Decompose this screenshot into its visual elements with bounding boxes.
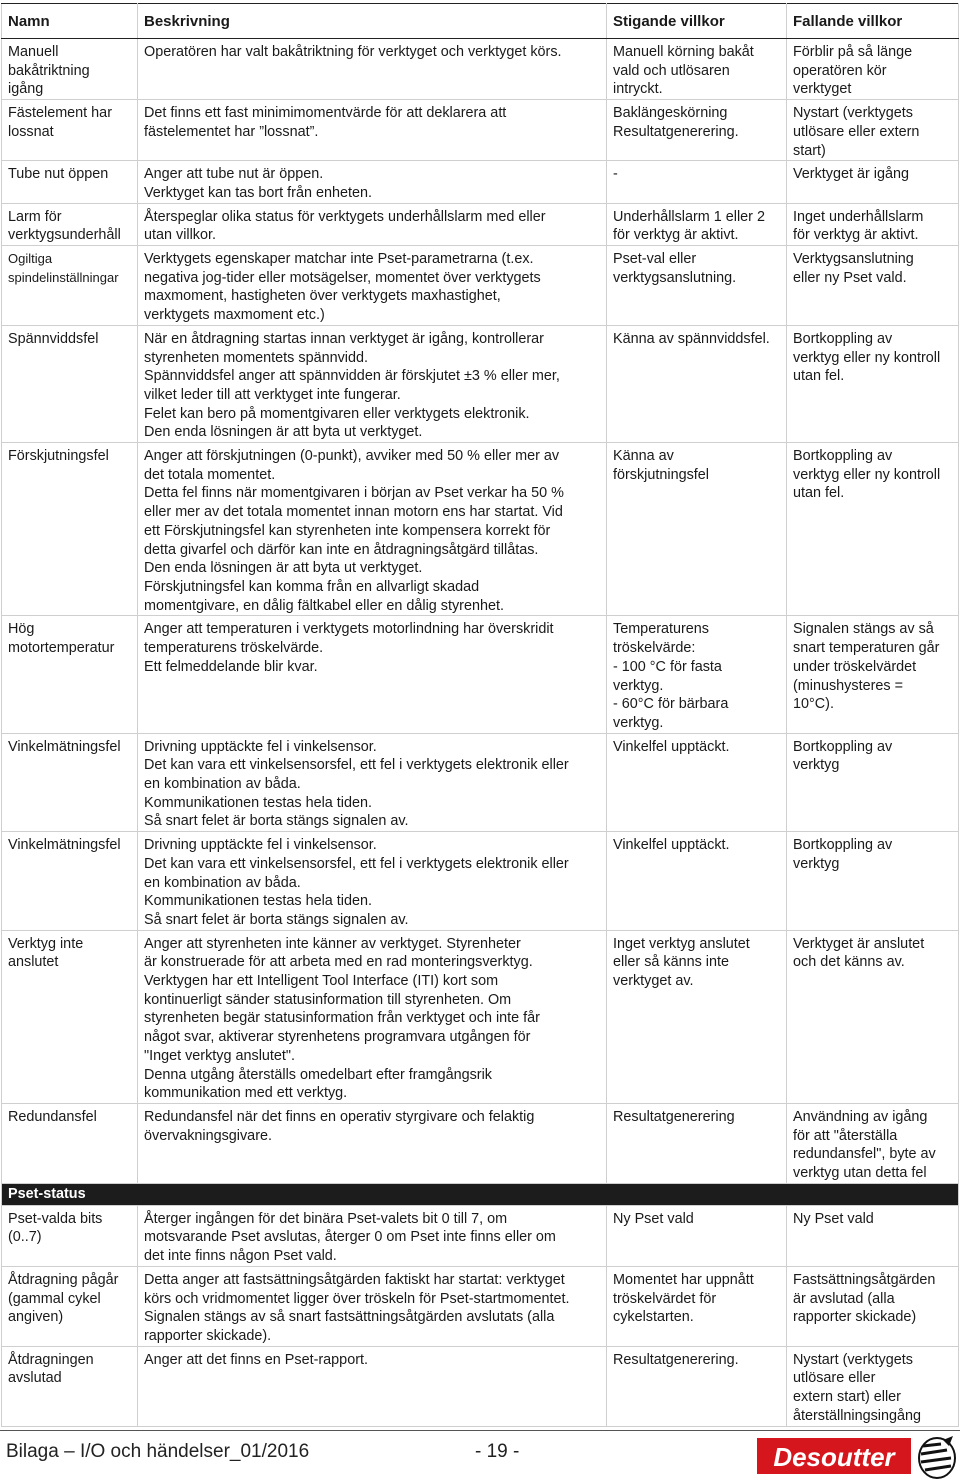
row-rising-condition: Inget verktyg anslutet eller så känns inte verktyget av. bbox=[607, 930, 787, 1103]
row-falling-condition: Bortkoppling av verktyg bbox=[787, 733, 959, 832]
row-name: Larm för verktygsunderhåll bbox=[2, 203, 138, 245]
row-rising-condition: Baklängeskörning Resultatgenerering. bbox=[607, 100, 787, 161]
row-falling-condition: Bortkoppling av verktyg eller ny kontroll utan fel. bbox=[787, 325, 959, 442]
row-falling-condition: Verktygsanslutning eller ny Pset vald. bbox=[787, 246, 959, 326]
table-row bbox=[2, 1103, 959, 1183]
row-description: Anger att förskjutningen (0-punkt), avviker med 50 % eller mer av det totala momentet. Detta fel finns när momentgivaren i början av Pset verkar ha 50 % eller mer av det totala momentet innan motorn ens har startat. Vid ett Förskjutningsfel kan styrenheten inte kompensera korrekt för detta givarfel och därför kan inte en åtdragningsåtgärd tillåtas. Den enda lösningen är att byta ut verktyget. Förskjutningsfel kan komma från en allvarligt skadad momentgivare, en dålig fältkabel eller en dålig styrenhet. bbox=[138, 443, 607, 616]
row-rising-condition: Manuell körning bakåt vald och utlösaren intryckt. bbox=[607, 39, 787, 100]
table-row bbox=[2, 1266, 959, 1346]
row-name: Manuell bakåtriktning igång bbox=[2, 39, 138, 100]
row-rising-condition: Ny Pset vald bbox=[607, 1205, 787, 1266]
row-rising-condition: Vinkelfel upptäckt. bbox=[607, 733, 787, 832]
row-falling-condition: Verktyget är anslutet och det känns av. bbox=[787, 930, 959, 1103]
row-name: Förskjutningsfel bbox=[2, 443, 138, 616]
footer-divider bbox=[0, 1430, 960, 1431]
row-falling-condition: Användning av igång för att "återställa redundansfel", byte av verktyg utan detta fel bbox=[787, 1103, 959, 1183]
row-rising-condition: Resultatgenerering bbox=[607, 1103, 787, 1183]
row-name: Åtdragningen avslutad bbox=[2, 1346, 138, 1426]
row-rising-condition: Momentet har uppnått tröskelvärdet för cykelstarten. bbox=[607, 1266, 787, 1346]
table-row bbox=[2, 443, 959, 616]
row-falling-condition: Bortkoppling av verktyg eller ny kontroll utan fel. bbox=[787, 443, 959, 616]
row-rising-condition: Resultatgenerering. bbox=[607, 1346, 787, 1426]
desoutter-logo bbox=[757, 1432, 959, 1480]
column-header-falling-condition: Fallande villkor bbox=[787, 4, 959, 39]
table-row bbox=[2, 246, 959, 326]
table-row bbox=[2, 203, 959, 245]
table-header-row bbox=[2, 4, 959, 39]
row-name: Vinkelmätningsfel bbox=[2, 733, 138, 832]
table-row bbox=[2, 616, 959, 733]
row-rising-condition: Pset-val eller verktygsanslutning. bbox=[607, 246, 787, 326]
row-name: Spännviddsfel bbox=[2, 325, 138, 442]
row-description: Återger ingången för det binära Pset-valets bit 0 till 7, om motsvarande Pset avslutas, återger 0 om Pset inte finns eller om det inte finns någon Pset vald. bbox=[138, 1205, 607, 1266]
row-rising-condition: Känna av förskjutningsfel bbox=[607, 443, 787, 616]
row-description: Anger att styrenheten inte känner av verktyget. Styrenheter är konstruerade för att arbeta med en rad monteringsverktyg. Verktygen har ett Intelligent Tool Interface (ITI) kort som kontinuerligt sänder statusinformation till styrenheten. Om styrenheten begär statusinformation från verktyget och inte får något svar, aktiverar styrenhetens programvara utgången för "Inget verktyg anslutet". Denna utgång återställs omedelbart efter framgångsrik kommunikation med ett verktyg. bbox=[138, 930, 607, 1103]
table-row bbox=[2, 930, 959, 1103]
row-description: Anger att det finns en Pset-rapport. bbox=[138, 1346, 607, 1426]
row-falling-condition: Nystart (verktygets utlösare eller extern start) eller återställningsingång bbox=[787, 1346, 959, 1426]
row-falling-condition: Bortkoppling av verktyg bbox=[787, 832, 959, 931]
table-row bbox=[2, 1346, 959, 1426]
column-header-rising-condition: Stigande villkor bbox=[607, 4, 787, 39]
row-rising-condition: - bbox=[607, 161, 787, 203]
section-title: Pset-status bbox=[2, 1183, 959, 1205]
row-rising-condition: Underhållslarm 1 eller 2 för verktyg är aktivt. bbox=[607, 203, 787, 245]
page-number: - 19 - bbox=[475, 1441, 520, 1462]
row-rising-condition: Vinkelfel upptäckt. bbox=[607, 832, 787, 931]
table-row bbox=[2, 832, 959, 931]
row-description: Anger att tube nut är öppen. Verktyget kan tas bort från enheten. bbox=[138, 161, 607, 203]
row-name: Vinkelmätningsfel bbox=[2, 832, 138, 931]
row-description: Verktygets egenskaper matchar inte Pset-parametrarna (t.ex. negativa jog-tider eller motsägelser, momentet över verktygets maxmoment, hastigheten över verktygets maxhastighet, verktygets maxmoment etc.) bbox=[138, 246, 607, 326]
column-header-name: Namn bbox=[2, 4, 138, 39]
section-header-row bbox=[2, 1183, 959, 1205]
row-name: Hög motortemperatur bbox=[2, 616, 138, 733]
row-description: Anger att temperaturen i verktygets motorlindning har överskridit temperaturens tröskelvärde. Ett felmeddelande blir kvar. bbox=[138, 616, 607, 733]
row-falling-condition: Inget underhållslarm för verktyg är aktivt. bbox=[787, 203, 959, 245]
row-description: Operatören har valt bakåtriktning för verktyget och verktyget körs. bbox=[138, 39, 607, 100]
table-row bbox=[2, 39, 959, 100]
row-rising-condition: Känna av spännviddsfel. bbox=[607, 325, 787, 442]
row-description: Det finns ett fast minimimomentvärde för att deklarera att fästelementet har ”lossnat”. bbox=[138, 100, 607, 161]
row-description: När en åtdragning startas innan verktyget är igång, kontrollerar styrenheten momentets spännvidd. Spännviddsfel anger att spännvidden är förskjutet ±3 % eller mer, vilket leder till att verktyget inte fungerar. Felet kan bero på momentgivaren eller verktygets elektronik. Den enda lösningen är att byta ut verktyget. bbox=[138, 325, 607, 442]
row-name: Åtdragning pågår (gammal cykel angiven) bbox=[2, 1266, 138, 1346]
column-header-description: Beskrivning bbox=[138, 4, 607, 39]
row-description: Detta anger att fastsättningsåtgärden faktiskt har startat: verktyget körs och vridmomentet ligger över tröskeln för Pset-startmomentet. Signalen stängs av så snart fastsättningsåtgärden avslutats (alla rapporter skickade). bbox=[138, 1266, 607, 1346]
table-row bbox=[2, 161, 959, 203]
brand-wordmark: Desoutter bbox=[773, 1442, 895, 1472]
row-falling-condition: Fastsättningsåtgärden är avslutad (alla rapporter skickade) bbox=[787, 1266, 959, 1346]
table-row bbox=[2, 1205, 959, 1266]
row-falling-condition: Ny Pset vald bbox=[787, 1205, 959, 1266]
row-name: Verktyg inte anslutet bbox=[2, 930, 138, 1103]
row-falling-condition: Nystart (verktygets utlösare eller extern start) bbox=[787, 100, 959, 161]
row-description: Redundansfel när det finns en operativ styrgivare och felaktig övervakningsgivare. bbox=[138, 1103, 607, 1183]
row-name: Pset-valda bits (0..7) bbox=[2, 1205, 138, 1266]
footer-document-title: Bilaga – I/O och händelser_01/2016 bbox=[6, 1441, 310, 1462]
table-row bbox=[2, 100, 959, 161]
row-falling-condition: Signalen stängs av så snart temperaturen går under tröskelvärdet (minushysteres = 10°C). bbox=[787, 616, 959, 733]
row-name: Redundansfel bbox=[2, 1103, 138, 1183]
row-description: Drivning upptäckte fel i vinkelsensor. Det kan vara ett vinkelsensorsfel, ett fel i verktygets elektronik eller en kombination av båda. Kommunikationen testas hela tiden. Så snart felet är borta stängs signalen av. bbox=[138, 832, 607, 931]
row-description: Drivning upptäckte fel i vinkelsensor. Det kan vara ett vinkelsensorsfel, ett fel i verktygets elektronik eller en kombination av båda. Kommunikationen testas hela tiden. Så snart felet är borta stängs signalen av. bbox=[138, 733, 607, 832]
row-name: Tube nut öppen bbox=[2, 161, 138, 203]
row-name: Fästelement har lossnat bbox=[2, 100, 138, 161]
table-row bbox=[2, 325, 959, 442]
signal-table bbox=[1, 3, 959, 1427]
row-falling-condition: Förblir på så länge operatören kör verktyget bbox=[787, 39, 959, 100]
row-name: Ogiltiga spindelinställningar bbox=[2, 246, 138, 326]
row-description: Återspeglar olika status för verktygets underhållslarm med eller utan villkor. bbox=[138, 203, 607, 245]
table-row bbox=[2, 733, 959, 832]
row-rising-condition: Temperaturens tröskelvärde: - 100 °C för fasta verktyg. - 60°C för bärbara verktyg. bbox=[607, 616, 787, 733]
zebra-logo-icon bbox=[919, 1436, 955, 1478]
row-falling-condition: Verktyget är igång bbox=[787, 161, 959, 203]
